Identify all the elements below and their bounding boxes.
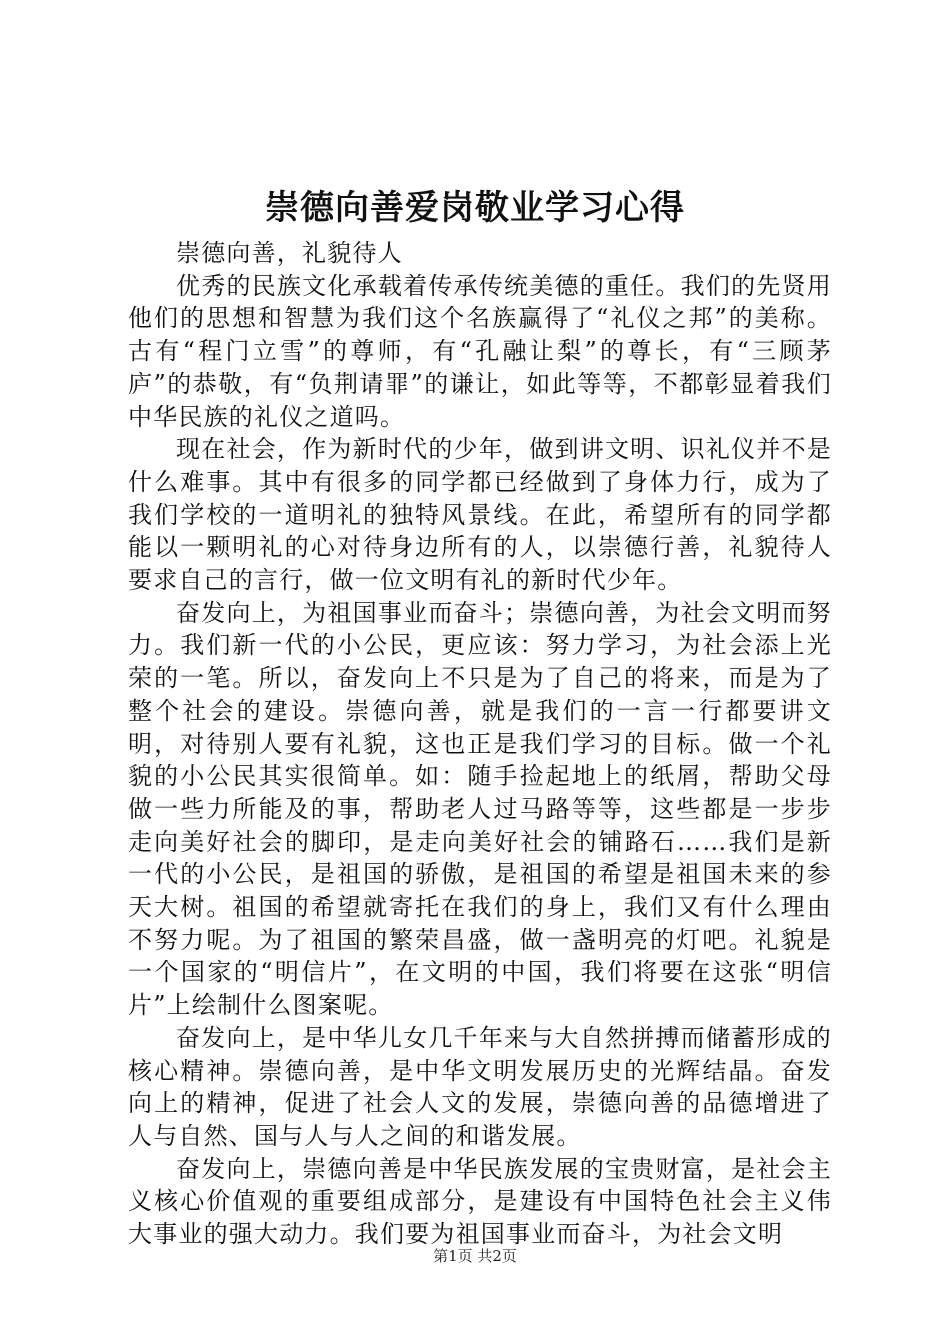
paragraph: 奋发向上，崇德向善是中华民族发展的宝贵财富，是社会主义核心价值观的重要组成部分，是建设有中国特色社会主义伟大事业的强大动力。我们要为祖国事业而奋斗，为社会文明	[128, 1154, 832, 1249]
paragraph: 优秀的民族文化承载着传承传统美德的重任。我们的先贤用他们的思想和智慧为我们这个名族赢得了“礼仪之邦”的美称。古有“程门立雪”的尊师，有“孔融让梨”的尊长，有“三顾茅庐”的恭敬，有“负荆请罪”的谦让，如此等等，不都彰显着我们中华民族的礼仪之道吗。	[128, 271, 832, 431]
paragraph: 奋发向上，是中华儿女几千年来与大自然拼搏而储蓄形成的核心精神。崇德向善，是中华文明发展历史的光辉结晶。奋发向上的精神，促进了社会人文的发展，崇德向善的品德增进了人与自然、国与人与人之间的和谐发展。	[128, 1023, 832, 1150]
page-footer	[0, 1246, 950, 1266]
paragraph: 现在社会，作为新时代的少年，做到讲文明、识礼仪并不是什么难事。其中有很多的同学都已经做到了身体力行，成为了我们学校的一道明礼的独特风景线。在此，希望所有的同学都能以一颗明礼的心对待身边所有的人，以崇德行善，礼貌待人要求自己的言行，做一位文明有礼的新时代少年。	[128, 435, 832, 595]
paragraph: 奋发向上，为祖国事业而奋斗；崇德向善，为社会文明而努力。我们新一代的小公民，更应该：努力学习，为社会添上光荣的一笔。所以，奋发向上不只是为了自己的将来，而是为了整个社会的建设。崇德向善，就是我们的一言一行都要讲文明，对待别人要有礼貌，这也正是我们学习的目标。做一个礼貌的小公民其实很简单。如：随手捡起地上的纸屑，帮助父母做一些力所能及的事，帮助老人过马路等等，这些都是一步步走向美好社会的脚印，是走向美好社会的铺路石……我们是新一代的小公民，是祖国的骄傲，是祖国的希望是祖国未来的参天大树。祖国的希望就寄托在我们的身上，我们又有什么理由不努力呢。为了祖国的繁荣昌盛，做一盏明亮的灯吧。礼貌是一个国家的“明信片”，在文明的中国，我们将要在这张“明信片”上绘制什么图案呢。	[128, 598, 832, 1020]
document-title: 崇德向善爱岗敬业学习心得	[265, 188, 685, 228]
document-body	[128, 237, 832, 1251]
page-number: 第1页 共2页	[433, 1247, 517, 1265]
paragraph-subtitle: 崇德向善，礼貌待人	[176, 239, 403, 267]
